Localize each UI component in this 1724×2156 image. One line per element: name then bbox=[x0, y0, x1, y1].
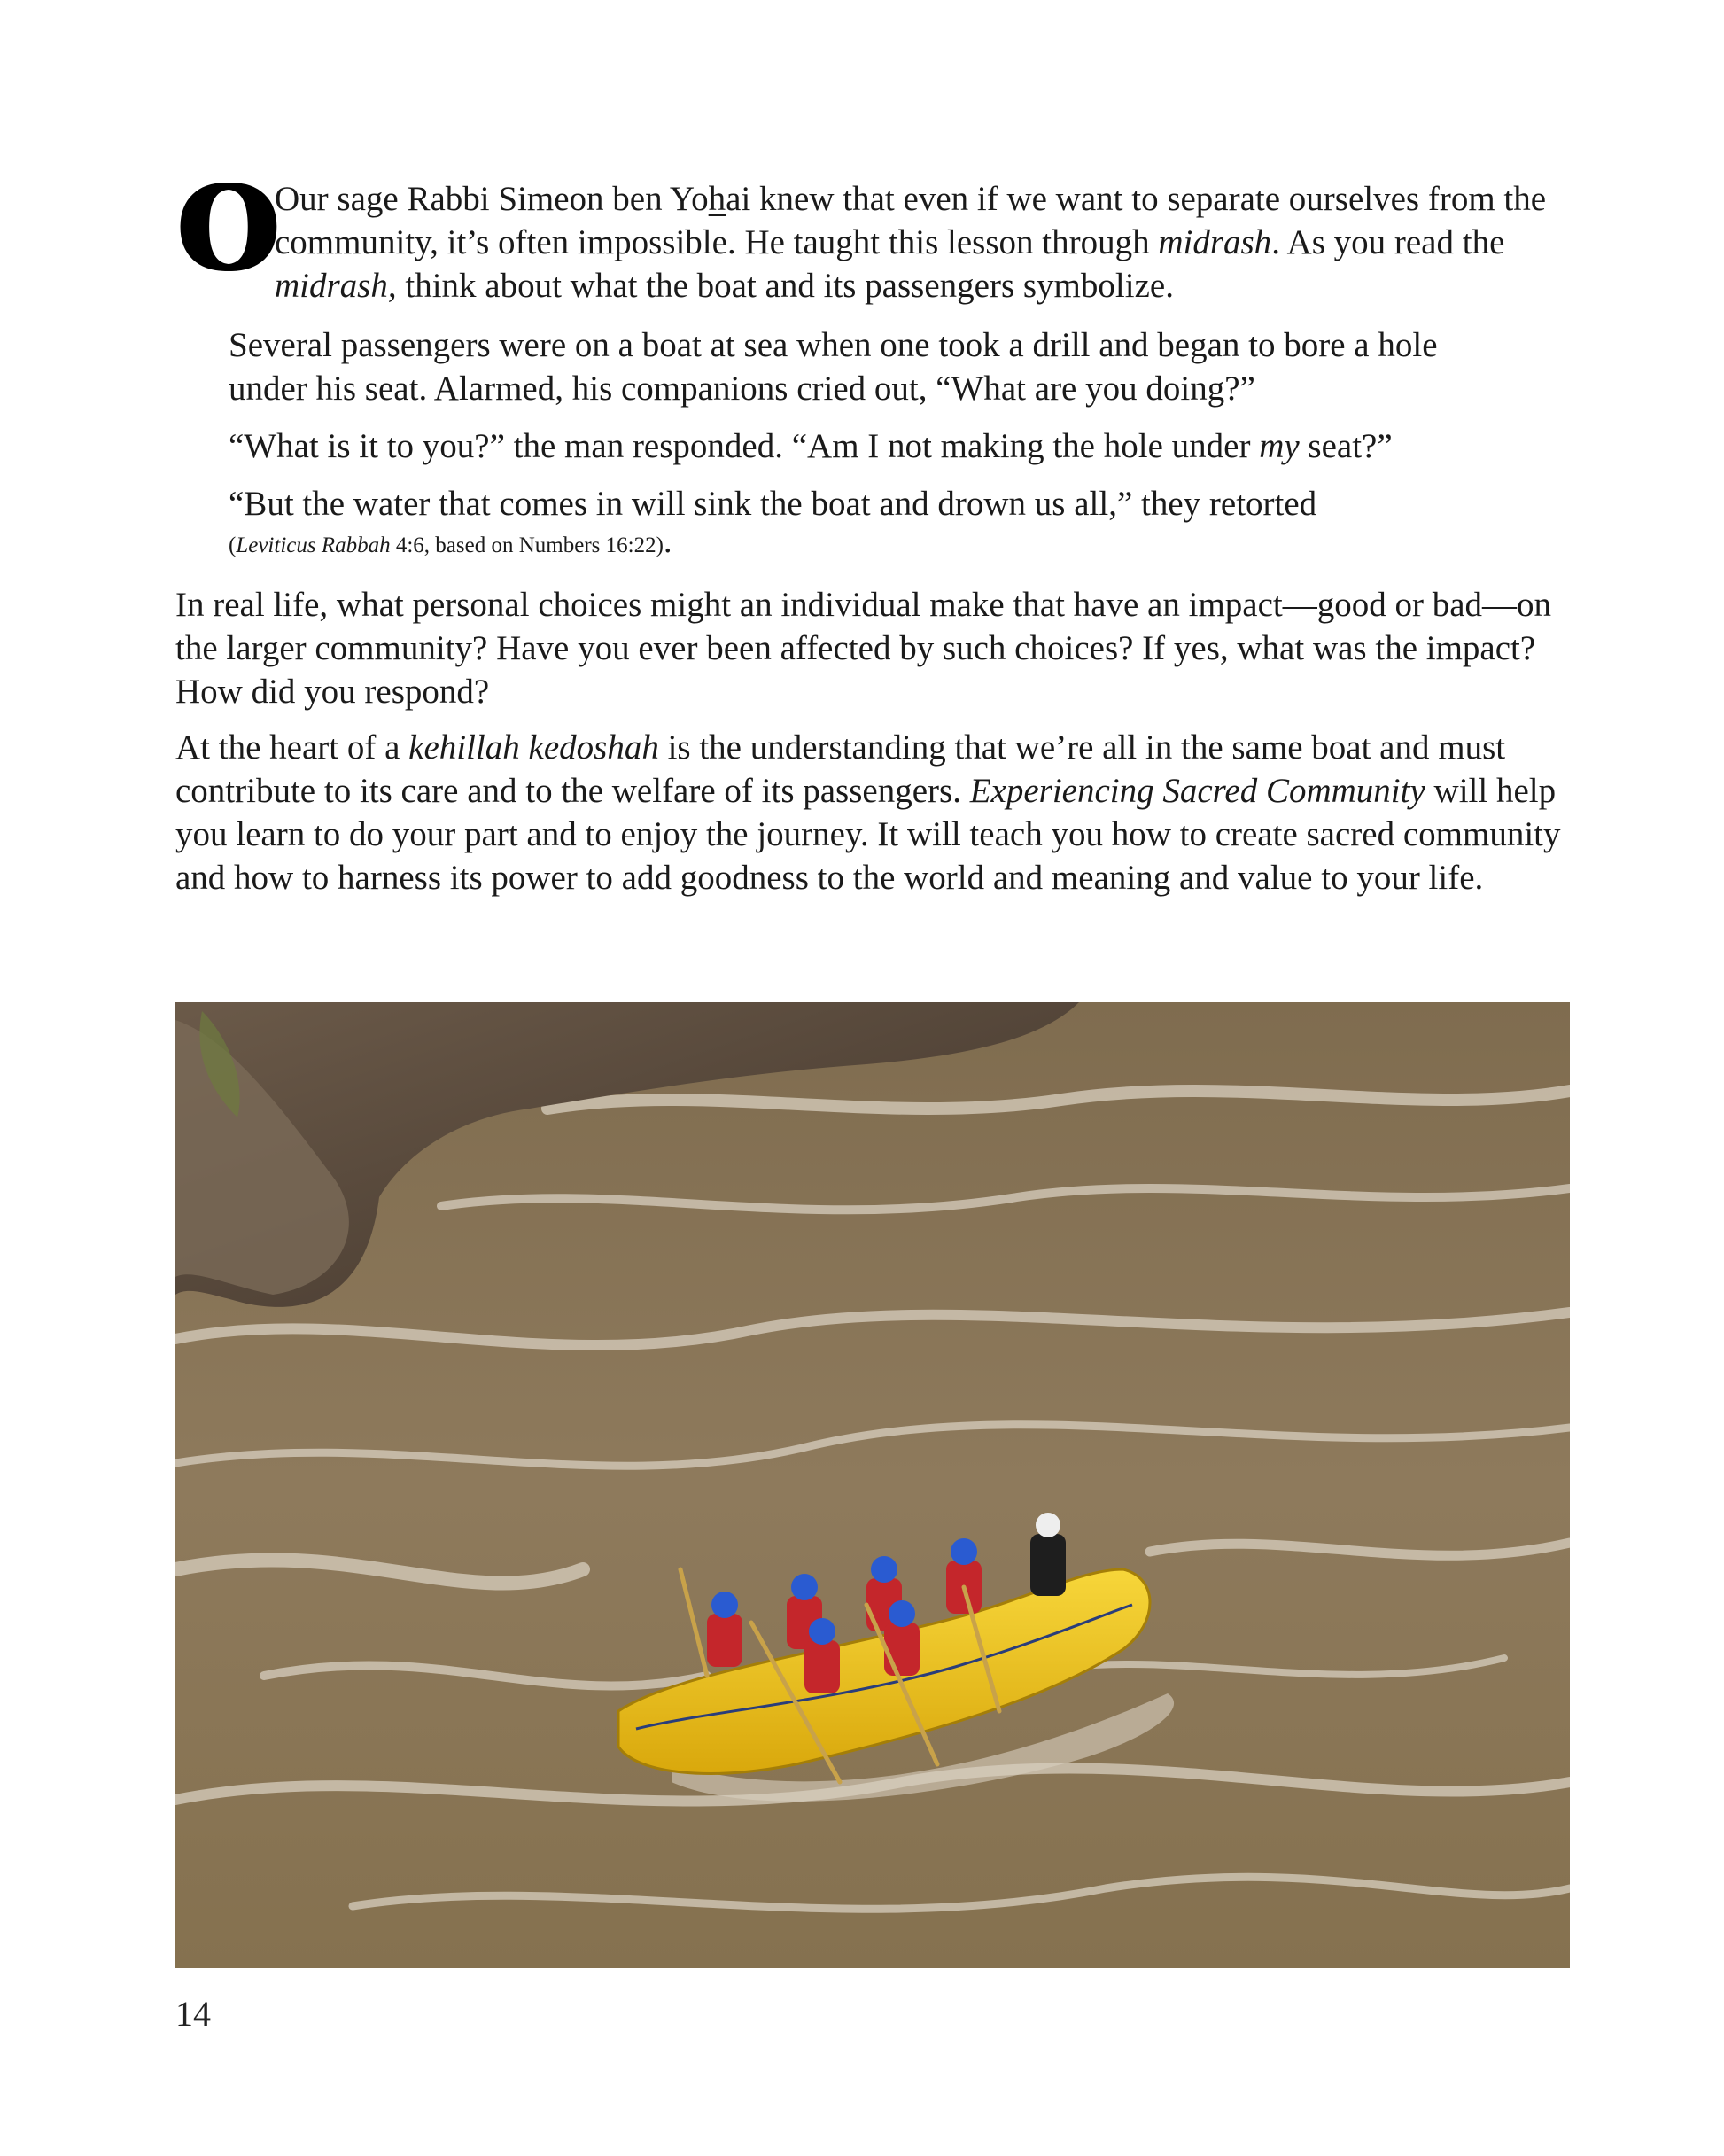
rafting-illustration bbox=[175, 1002, 1570, 1968]
intro-paragraph bbox=[175, 160, 1571, 307]
closing-text-1: At the heart of a bbox=[175, 728, 409, 767]
intro-midrash-term-2: midrash, bbox=[275, 267, 397, 305]
midrash-line-2-after: seat?” bbox=[1299, 427, 1393, 465]
rafting-photo bbox=[175, 1002, 1570, 1968]
citation-period: . bbox=[663, 522, 672, 560]
citation-reference: 4:6, based on Numbers 16:22) bbox=[390, 533, 664, 557]
midrash-line-2-emphasis: my bbox=[1259, 427, 1300, 465]
intro-text-3: . As you read the bbox=[1271, 223, 1505, 261]
intro-text-4: think about what the boat and its passengers symbolize. bbox=[396, 267, 1174, 305]
closing-text-3: will help you learn to do your part and to enjoy the journey. It will teach you how to create sacred community and how to harness its power to add goodness to the world and meaning and value to your life. bbox=[175, 772, 1561, 897]
body-text bbox=[175, 160, 1571, 912]
page-number: 14 bbox=[175, 1994, 211, 2034]
midrash-line-2 bbox=[229, 424, 1504, 468]
midrash-line-2-before: “What is it to you?” the man responded. “Am I not making the hole under bbox=[229, 427, 1260, 465]
citation-source: Leviticus Rabbah bbox=[236, 533, 391, 557]
reflection-paragraph: In real life, what personal choices might an individual make that have an impact—good or bad—on the larger community? Have you ever been affected by such choices? If yes, what was the impact? How did you respond? bbox=[175, 586, 1552, 711]
intro-text-1: Our sage Rabbi Simeon ben Yo bbox=[275, 180, 709, 218]
closing-hebrew-term: kehillah kedoshah bbox=[408, 728, 659, 767]
closing-book-title: Experiencing Sacred Community bbox=[969, 772, 1425, 810]
intro-midrash-term-1: midrash bbox=[1158, 223, 1272, 261]
midrash-line-3: “But the water that comes in will sink the boat and drown us all,” they retorted bbox=[229, 485, 1317, 523]
midrash-citation bbox=[229, 522, 1504, 560]
intro-text-2: ai knew that even if we want to separate ourselves from the community, it’s often impossible. He taught this lesson through bbox=[275, 180, 1547, 261]
citation-open: ( bbox=[229, 533, 237, 557]
closing-paragraph bbox=[175, 726, 1571, 899]
closing-text-2: is the understanding that we’re all in the same boat and must contribute to its care and to the welfare of its passengers. bbox=[175, 728, 1506, 810]
intro-underlined-h: h bbox=[708, 180, 726, 218]
drop-cap-letter: O bbox=[175, 160, 274, 298]
midrash-line-1: Several passengers were on a boat at sea when one took a drill and began to bore a hole under his seat. Alarmed, his companions cried out, “What are you doing?” bbox=[229, 326, 1438, 408]
midrash-quote bbox=[229, 323, 1504, 560]
